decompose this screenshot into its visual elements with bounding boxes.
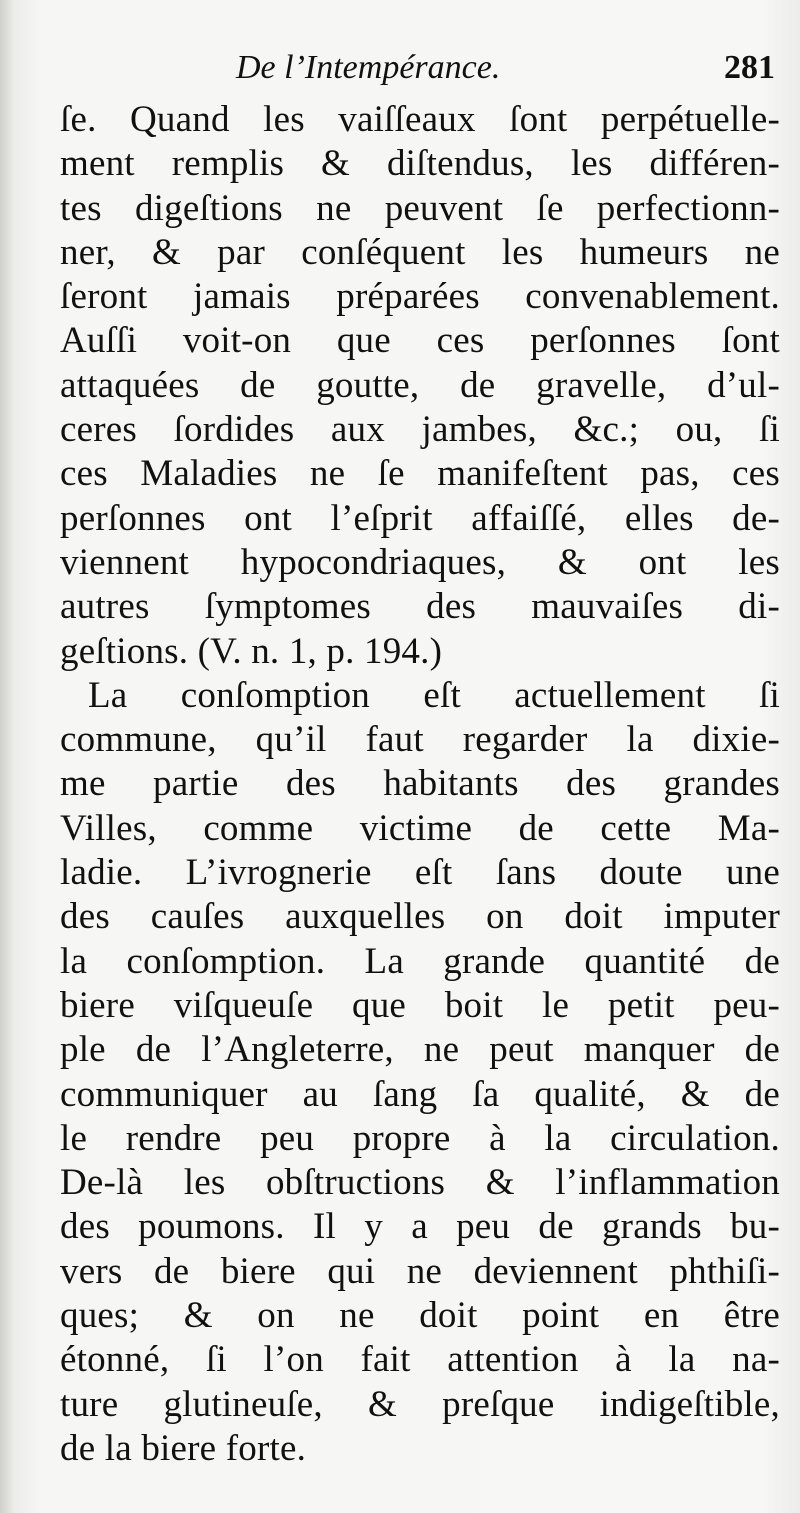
text-line: perſonnes ont l’eſprit affaiſſé, elles de- [60,497,780,539]
text-line: étonné, ſi l’on fait attention à la na- [60,1339,780,1381]
text-line: ladie. L’ivrognerie eſt ſans doute une [60,852,780,894]
text-line: tes digeſtions ne peuvent ſe perfectionn- [60,187,780,229]
body-text [60,98,780,1471]
text-line: des poumons. Il y a peu de grands bu- [60,1206,780,1248]
paragraph-start-line: La conſomption eſt actuellement ſi [88,674,780,716]
running-title: De l’Intempérance. [236,49,501,86]
text-line: ceres ſordides aux jambes, &c.; ou, ſi [60,409,780,451]
text-line: ſe. Quand les vaiſſeaux ſont perpétuelle- [60,99,780,140]
text-line: ner, & par conſéquent les humeurs ne [60,231,780,273]
text-line: des cauſes auxquelles on doit imputer [60,896,780,938]
text-line: Villes, comme victime de cette Ma- [60,807,780,849]
text-line: la conſomption. La grande quantité de [60,940,780,982]
text-line: ment remplis & diſtendus, les différen- [60,143,780,185]
text-line: ture glutineuſe, & preſque indigeſtible, [60,1383,780,1425]
text-line: viennent hypocondriaques, & ont les [60,541,780,583]
text-line: ple de l’Angleterre, ne peut manquer de [60,1029,780,1071]
text-line: ces Maladies ne ſe manifeſtent pas, ces [60,453,780,495]
text-line: attaquées de goutte, de gravelle, d’ul- [60,364,780,406]
text-line: De-là les obſtructions & l’inflammation [60,1162,780,1204]
text-line: le rendre peu propre à la circulation. [60,1117,780,1159]
text-line: geſtions. (V. n. 1, p. 194.) [60,630,443,672]
text-line: commune, qu’il faut regarder la dixie- [60,719,780,761]
text-line: me partie des habitants des grandes [60,763,780,805]
text-line: Auſſi voit-on que ces perſonnes ſont [60,320,780,362]
page-header [60,40,775,100]
text-line: de la biere forte. [60,1427,307,1469]
text-line: vers de biere qui ne deviennent phthiſi- [60,1250,780,1292]
text-line: ques; & on ne doit point en être [60,1295,780,1337]
text-line: communiquer au ſang ſa qualité, & de [60,1073,780,1115]
text-line: biere viſqueuſe que boit le petit peu- [60,984,780,1026]
text-line: ſeront jamais préparées convenablement. [60,276,780,318]
page-number: 281 [724,49,775,86]
page-edge-shadow [0,0,14,1513]
text-line: autres ſymptomes des mauvaiſes di- [60,586,780,628]
